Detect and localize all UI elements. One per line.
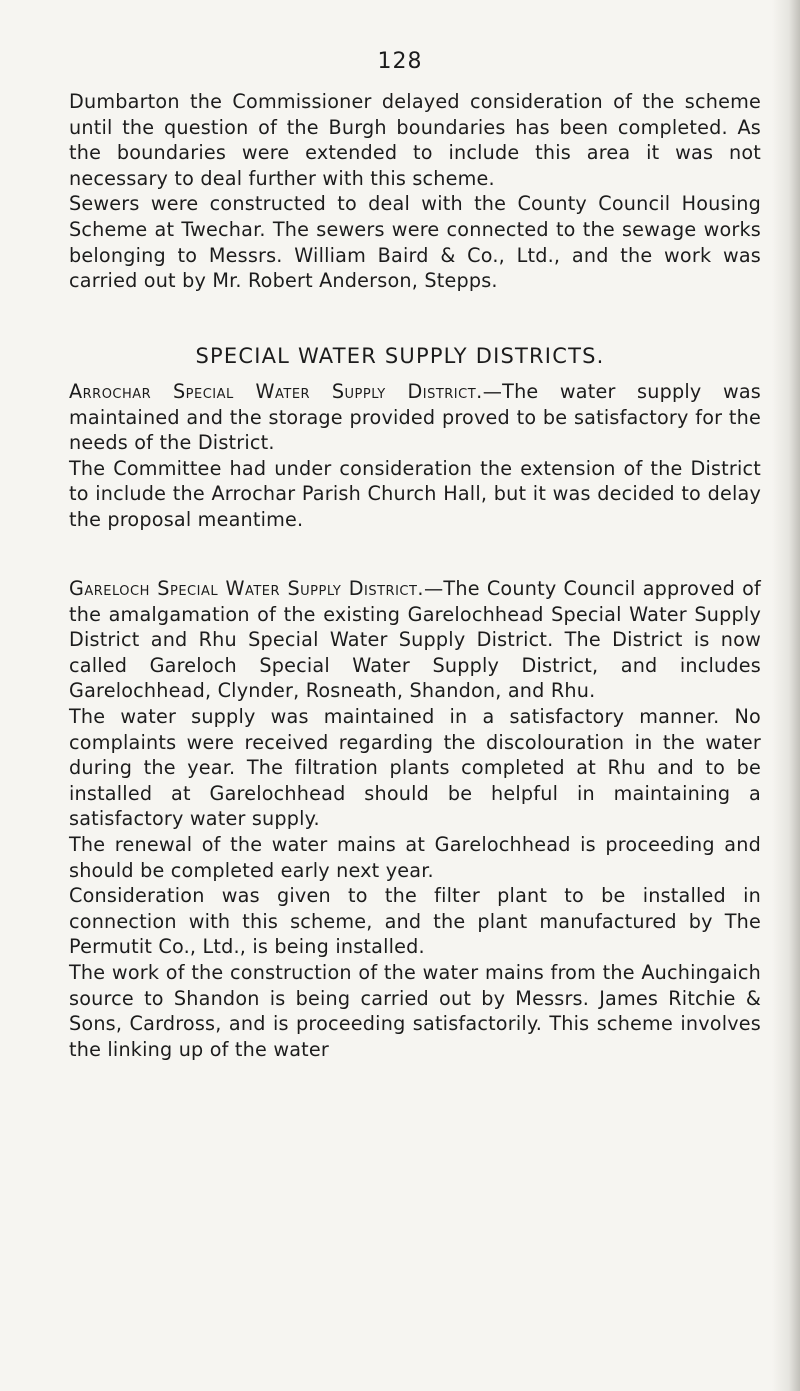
gareloch-paragraph-3: The renewal of the water mains at Garelochhead is proceeding and should be completed early next year. (69, 832, 761, 882)
gareloch-paragraph-1-text: —The County Council approved of the amalgamation of the existing Garelochhead Special Water Supply District and Rhu Special Water Supply District. The District is now called Gareloch Special Water Supply District, and includes Garelochhead, Clynder, Rosneath, Shandon, and Rhu. (69, 577, 761, 703)
intro-paragraph-2: Sewers were constructed to deal with the County Council Housing Scheme at Twechar. The sewers were connected to the sewage works belonging to Messrs. William Baird & Co., Ltd., and the work was carried out by Mr. Robert Anderson, Stepps. (69, 192, 761, 293)
page-number: 128 (377, 49, 423, 74)
arrochar-paragraph-2: The Committee had under consideration the extension of the District to include the Arrochar Parish Church Hall, but it was decided to delay the proposal meantime. (69, 456, 761, 531)
arrochar-paragraph-1-text: —The water supply was maintained and the storage provided proved to be satisfactory for the needs of the District. (69, 380, 761, 455)
gareloch-paragraph-5: The work of the construction of the water mains from the Auchingaich source to Shandon is being carried out by Messrs. James Ritchie & Sons, Cardross, and is proceeding satisfactorily. This scheme involves the linking up of the water (69, 960, 761, 1061)
arrochar-title: Arrochar Special Water Supply District. (69, 380, 483, 403)
gareloch-title: Gareloch Special Water Supply District. (69, 577, 425, 600)
intro-paragraph-1: Dumbarton the Commissioner delayed consideration of the scheme until the question of the Burgh boundaries has been completed. As the boundaries were extended to include this area it was not necessary to deal further with this scheme. (69, 90, 761, 190)
arrochar-paragraph-1 (69, 379, 761, 456)
page-edge-shadow (772, 0, 800, 1391)
gareloch-section (69, 576, 761, 1062)
arrochar-section (69, 379, 761, 533)
gareloch-paragraph-1 (69, 576, 761, 704)
intro-section (69, 89, 761, 294)
gareloch-paragraph-2: The water supply was maintained in a satisfactory manner. No complaints were received regarding the discolouration in the water during the year. The filtration plants completed at Rhu and to be installed at Garelochhead should be helpful in maintaining a satisfactory water supply. (69, 704, 761, 831)
gareloch-paragraph-4: Consideration was given to the filter plant to be installed in connection with this scheme, and the plant manufactured by The Permutit Co., Ltd., is being installed. (69, 884, 761, 959)
section-heading: SPECIAL WATER SUPPLY DISTRICTS. (195, 344, 605, 368)
